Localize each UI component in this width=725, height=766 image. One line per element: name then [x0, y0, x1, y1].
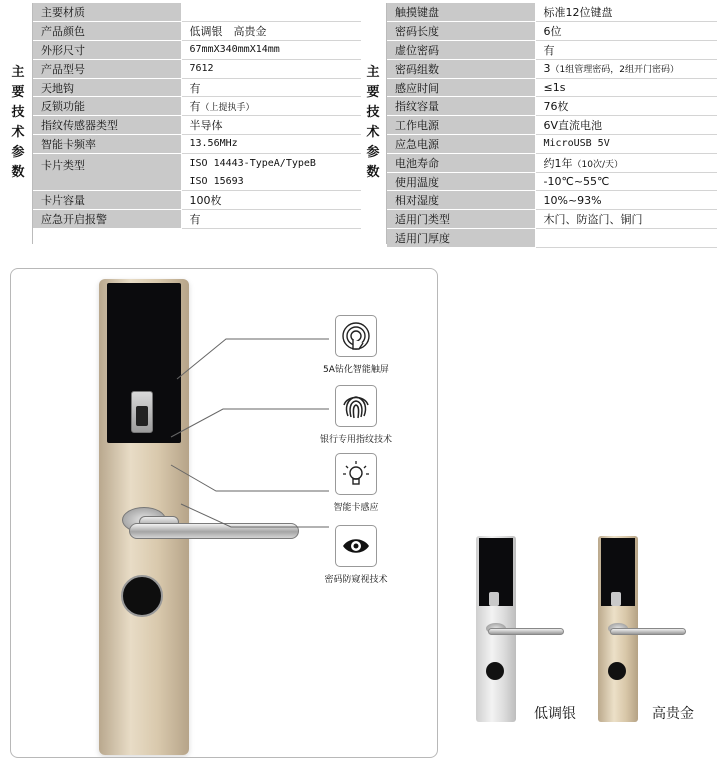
spec-row [387, 191, 717, 210]
side-char: 术 [11, 124, 25, 140]
spec-value: 有 [189, 81, 201, 95]
spec-value-cell [535, 59, 717, 78]
spec-key: 感应时间 [387, 78, 535, 97]
spec-value: 100枚 [189, 194, 222, 208]
spec-value: 13.56MHz [189, 138, 238, 150]
handle-lever [610, 628, 686, 635]
spec-value-cell [535, 229, 717, 248]
spec-value-cell [535, 22, 717, 41]
spec-row [33, 41, 361, 60]
side-char: 数 [366, 164, 380, 180]
spec-value-cell [535, 78, 717, 97]
product-panel [10, 268, 438, 758]
spec-value-cell [181, 78, 361, 97]
spec-value-cell [535, 3, 717, 22]
spec-key: 卡片容量 [33, 191, 181, 210]
spec-key: 触摸键盘 [387, 3, 535, 22]
spec-value-cell [535, 97, 717, 116]
spec-note: （1组管理密码，2组开门密码） [550, 65, 679, 76]
spec-value: ISO 15693 [181, 172, 361, 191]
spec-value: 10%~93% [543, 193, 602, 207]
spec-value: 有 [543, 43, 555, 57]
spec-row [33, 22, 361, 41]
spec-table-left [33, 3, 361, 229]
feature-touchscreen [301, 315, 411, 375]
spec-key: 使用温度 [387, 172, 535, 191]
feature-label: 智能卡感应 [333, 503, 379, 513]
side-char: 主 [11, 64, 25, 80]
spec-value-cell [181, 210, 361, 229]
spec-row [33, 191, 361, 210]
feature-label: 5A钻化智能触屏 [323, 365, 389, 375]
feature-fingerprint [301, 385, 411, 445]
spec-value-cell [181, 22, 361, 41]
spec-value: 6V直流电池 [543, 119, 603, 133]
spec-value: 6位 [543, 25, 562, 39]
side-char: 技 [11, 104, 25, 120]
spec-value: 有 [189, 213, 201, 227]
spec-key: 主要材质 [33, 3, 181, 22]
card-reader-hole [608, 662, 626, 680]
spec-table-right [387, 3, 717, 248]
spec-key: 智能卡频率 [33, 135, 181, 154]
spec-row [387, 172, 717, 191]
variant-gold-image [598, 536, 638, 722]
spec-value: 半导体 [189, 119, 223, 133]
touchscreen-fingerprint-icon [335, 315, 377, 357]
feature-anti-peep [301, 525, 411, 585]
spec-value: 有 [189, 100, 201, 114]
spec-key: 工作电源 [387, 116, 535, 135]
spec-row [33, 97, 361, 116]
card-reader-hole [486, 662, 504, 680]
spec-key: 密码组数 [387, 59, 535, 78]
spec-note: （上提执手） [200, 103, 255, 114]
spec-row [33, 3, 361, 22]
spec-value: 木门、防盗门、铜门 [543, 213, 643, 227]
spec-row [387, 135, 717, 154]
spec-key: 应急开启报警 [33, 210, 181, 229]
spec-key: 应急电源 [387, 135, 535, 154]
eye-icon [335, 525, 377, 567]
spec-value-cell [181, 191, 361, 210]
spec-key: 产品型号 [33, 59, 181, 78]
spec-value: -10℃~55℃ [543, 175, 610, 189]
left-side-label [4, 0, 32, 245]
variant-silver-image [476, 536, 516, 722]
spec-value: 3 [543, 62, 551, 76]
spec-value: ISO 14443-TypeA/TypeB [181, 153, 361, 172]
feature-label: 银行专用指纹技术 [319, 435, 392, 445]
spec-value-cell [535, 210, 717, 229]
spec-value-cell [181, 116, 361, 135]
spec-value: 76枚 [543, 100, 569, 114]
spec-value-cell [535, 172, 717, 191]
variant-label: 低调银 [534, 706, 576, 722]
spec-value-cell [535, 191, 717, 210]
spec-row [33, 153, 361, 172]
spec-value-cell [181, 3, 361, 22]
spec-value-cell [535, 135, 717, 154]
spec-row [387, 210, 717, 229]
spec-row [33, 59, 361, 78]
spec-key: 产品颜色 [33, 22, 181, 41]
spec-key: 电池寿命 [387, 153, 535, 172]
spec-row [387, 22, 717, 41]
spec-value: ≤1s [543, 81, 566, 95]
spec-row [33, 116, 361, 135]
spec-row [387, 41, 717, 60]
spec-row [387, 78, 717, 97]
side-char: 主 [366, 64, 380, 80]
spec-key: 外形尺寸 [33, 41, 181, 60]
spec-key: 密码长度 [387, 22, 535, 41]
spec-key: 卡片类型 [33, 153, 181, 191]
spec-value: 低调银 高贵金 [189, 25, 267, 39]
spec-value: 约1年 [543, 156, 573, 170]
spec-row [387, 59, 717, 78]
spec-key: 适用门厚度 [387, 229, 535, 248]
spec-key: 指纹传感器类型 [33, 116, 181, 135]
spec-value-cell [535, 153, 717, 172]
spec-value-cell [181, 59, 361, 78]
spec-key: 相对湿度 [387, 191, 535, 210]
side-char: 术 [366, 124, 380, 140]
spec-value: 67mmX340mmX14mm [189, 44, 280, 56]
fingerprint-sensor [489, 592, 499, 606]
spec-row [33, 210, 361, 229]
spec-key: 适用门类型 [387, 210, 535, 229]
spec-value: MicroUSB 5V [543, 138, 610, 150]
spec-value-cell [181, 41, 361, 60]
feature-label: 密码防窥视技术 [324, 575, 388, 585]
spec-row [387, 116, 717, 135]
fingerprint-icon [335, 385, 377, 427]
spec-row [387, 153, 717, 172]
feature-card [301, 453, 411, 513]
spec-value-cell [535, 116, 717, 135]
spec-row [387, 97, 717, 116]
lightbulb-icon [335, 453, 377, 495]
side-char: 要 [366, 84, 380, 100]
spec-key: 指纹容量 [387, 97, 535, 116]
spec-row [33, 135, 361, 154]
side-char: 参 [366, 144, 380, 160]
side-char: 数 [11, 164, 25, 180]
spec-note: （10次/天） [572, 159, 623, 170]
spec-row [387, 229, 717, 248]
right-side-label [359, 0, 387, 245]
spec-key: 天地钩 [33, 78, 181, 97]
spec-value: 标准12位键盘 [543, 6, 613, 20]
spec-row [387, 3, 717, 22]
spec-key: 虚位密码 [387, 41, 535, 60]
variant-label: 高贵金 [652, 706, 694, 722]
spec-value-cell [535, 41, 717, 60]
handle-lever [488, 628, 564, 635]
side-char: 参 [11, 144, 25, 160]
spec-value-cell [181, 97, 361, 116]
side-char: 技 [366, 104, 380, 120]
fingerprint-sensor [611, 592, 621, 606]
side-char: 要 [11, 84, 25, 100]
spec-row [33, 78, 361, 97]
spec-key: 反锁功能 [33, 97, 181, 116]
spec-value: 7612 [189, 63, 214, 75]
spec-value-cell [181, 135, 361, 154]
